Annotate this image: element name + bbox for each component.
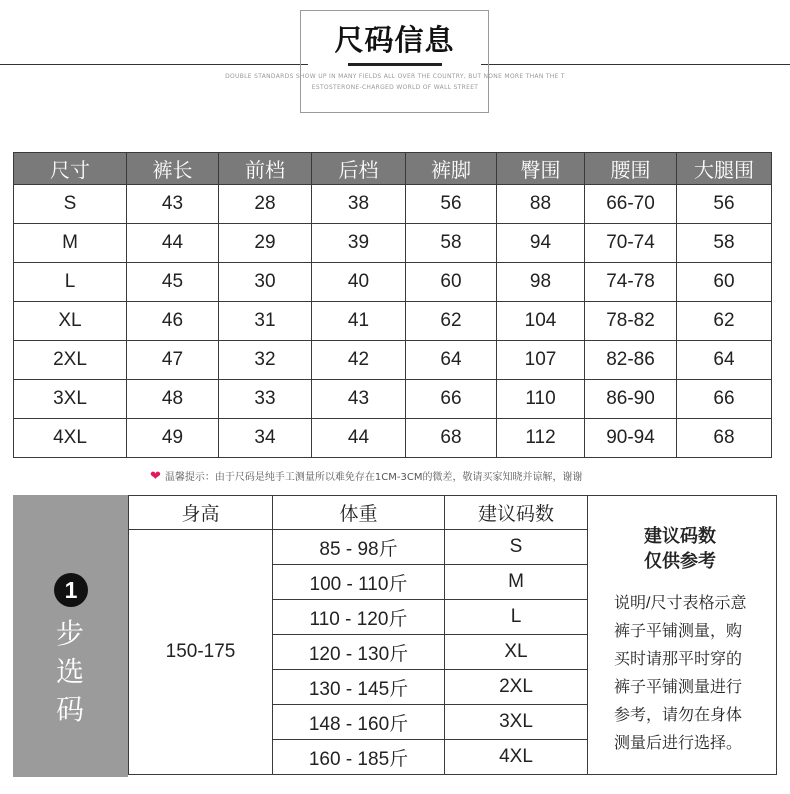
table-row <box>14 302 772 341</box>
table-row <box>14 380 772 419</box>
table-cell: 70-74 <box>585 224 677 263</box>
size-recommendation-table <box>128 495 777 775</box>
header-subtitle-line-2: ESTOSTERONE-CHARGED WORLD OF WALL STREET <box>311 84 479 91</box>
page-title: 尺码信息 <box>334 23 455 57</box>
table-cell: 68 <box>677 419 772 458</box>
table-cell: XL <box>14 302 127 341</box>
table-row <box>14 224 772 263</box>
table-cell: L <box>14 263 127 302</box>
table-cell: 90-94 <box>585 419 677 458</box>
step-label-char: 步 <box>55 617 84 650</box>
size-note-cell <box>588 496 777 775</box>
size-table-header-row <box>14 153 772 185</box>
header-cell: 臀围 <box>497 153 585 185</box>
size-cell: 4XL <box>445 740 588 775</box>
table-cell: 43 <box>127 185 219 224</box>
table-cell: 4XL <box>14 419 127 458</box>
table-cell: 48 <box>127 380 219 419</box>
weight-cell: 148 - 160斤 <box>273 705 445 740</box>
note-line: 说明/尺寸表格示意 <box>614 595 747 612</box>
rec-table-header-row <box>129 496 777 530</box>
header-cell: 尺寸 <box>14 153 127 185</box>
table-cell: 107 <box>497 341 585 380</box>
table-cell: 66 <box>406 380 497 419</box>
weight-cell: 130 - 145斤 <box>273 670 445 705</box>
table-cell: 98 <box>497 263 585 302</box>
table-cell: 43 <box>312 380 406 419</box>
note-title-line: 仅供参考 <box>644 551 716 571</box>
table-cell: 39 <box>312 224 406 263</box>
table-cell: 34 <box>219 419 312 458</box>
table-cell: S <box>14 185 127 224</box>
table-row <box>14 419 772 458</box>
weight-cell: 100 - 110斤 <box>273 565 445 600</box>
title-underline <box>348 63 442 66</box>
table-cell: 31 <box>219 302 312 341</box>
size-cell: 2XL <box>445 670 588 705</box>
weight-cell: 120 - 130斤 <box>273 635 445 670</box>
header-cell: 裤长 <box>127 153 219 185</box>
table-cell: 28 <box>219 185 312 224</box>
table-cell: 56 <box>406 185 497 224</box>
table-cell: 40 <box>312 263 406 302</box>
table-cell: 82-86 <box>585 341 677 380</box>
header-cell: 身高 <box>129 496 273 530</box>
table-cell: 44 <box>127 224 219 263</box>
note-line: 参考，请勿在身体 <box>614 707 743 724</box>
table-cell: 110 <box>497 380 585 419</box>
table-cell: 49 <box>127 419 219 458</box>
table-cell: 32 <box>219 341 312 380</box>
height-range-cell: 150-175 <box>129 530 273 775</box>
step-label-char: 选 <box>55 655 84 688</box>
table-cell: 60 <box>406 263 497 302</box>
step-label-char: 码 <box>55 693 84 726</box>
table-cell: 60 <box>677 263 772 302</box>
table-cell: 3XL <box>14 380 127 419</box>
table-cell: 88 <box>497 185 585 224</box>
note-title <box>610 524 750 574</box>
table-row <box>14 185 772 224</box>
note-line: 测量后进行选择。 <box>614 735 743 752</box>
table-cell: 86-90 <box>585 380 677 419</box>
header-cell: 建议码数 <box>445 496 588 530</box>
table-cell: 68 <box>406 419 497 458</box>
table-row <box>14 341 772 380</box>
table-cell: 94 <box>497 224 585 263</box>
size-cell: S <box>445 530 588 565</box>
header-cell: 裤脚 <box>406 153 497 185</box>
table-cell: 46 <box>127 302 219 341</box>
table-cell: 33 <box>219 380 312 419</box>
table-cell: 66 <box>677 380 772 419</box>
table-cell: 41 <box>312 302 406 341</box>
header-cell: 前档 <box>219 153 312 185</box>
header-subtitle-line-1: DOUBLE STANDARDS SHOW UP IN MANY FIELDS ALL OVER THE COUNTRY, BUT NONE MORE THAN THE T <box>225 73 565 80</box>
size-chart-table <box>13 152 772 458</box>
measurement-tip <box>150 468 582 484</box>
note-line: 买时请那平时穿的 <box>614 651 743 668</box>
table-cell: 56 <box>677 185 772 224</box>
note-title-line: 建议码数 <box>644 526 716 546</box>
size-cell: 3XL <box>445 705 588 740</box>
table-cell: 38 <box>312 185 406 224</box>
header-cell: 大腿围 <box>677 153 772 185</box>
table-cell: 112 <box>497 419 585 458</box>
weight-cell: 160 - 185斤 <box>273 740 445 775</box>
header-cell: 体重 <box>273 496 445 530</box>
table-cell: 78-82 <box>585 302 677 341</box>
table-cell: 62 <box>406 302 497 341</box>
header-cell: 后档 <box>312 153 406 185</box>
table-row <box>14 263 772 302</box>
table-cell: 62 <box>677 302 772 341</box>
size-cell: M <box>445 565 588 600</box>
size-cell: L <box>445 600 588 635</box>
table-cell: 44 <box>312 419 406 458</box>
table-cell: 58 <box>677 224 772 263</box>
table-cell: M <box>14 224 127 263</box>
note-line: 裤子平铺测量，购 <box>614 623 743 640</box>
heart-icon: ❤ <box>150 469 161 484</box>
table-cell: 47 <box>127 341 219 380</box>
table-cell: 2XL <box>14 341 127 380</box>
header-cell: 腰围 <box>585 153 677 185</box>
table-cell: 29 <box>219 224 312 263</box>
table-cell: 64 <box>677 341 772 380</box>
weight-cell: 85 - 98斤 <box>273 530 445 565</box>
table-cell: 104 <box>497 302 585 341</box>
size-cell: XL <box>445 635 588 670</box>
table-cell: 42 <box>312 341 406 380</box>
table-cell: 66-70 <box>585 185 677 224</box>
weight-cell: 110 - 120斤 <box>273 600 445 635</box>
step-number-badge: 1 <box>54 573 88 607</box>
note-line: 裤子平铺测量进行 <box>614 679 743 696</box>
table-cell: 45 <box>127 263 219 302</box>
table-cell: 30 <box>219 263 312 302</box>
tip-text: 温馨提示：由于尺码是纯手工测量所以难免存在1CM-3CM的微差，敬请买家知晓并谅解，谢谢 <box>164 472 583 483</box>
table-cell: 58 <box>406 224 497 263</box>
table-cell: 64 <box>406 341 497 380</box>
table-cell: 74-78 <box>585 263 677 302</box>
note-body <box>614 590 764 758</box>
